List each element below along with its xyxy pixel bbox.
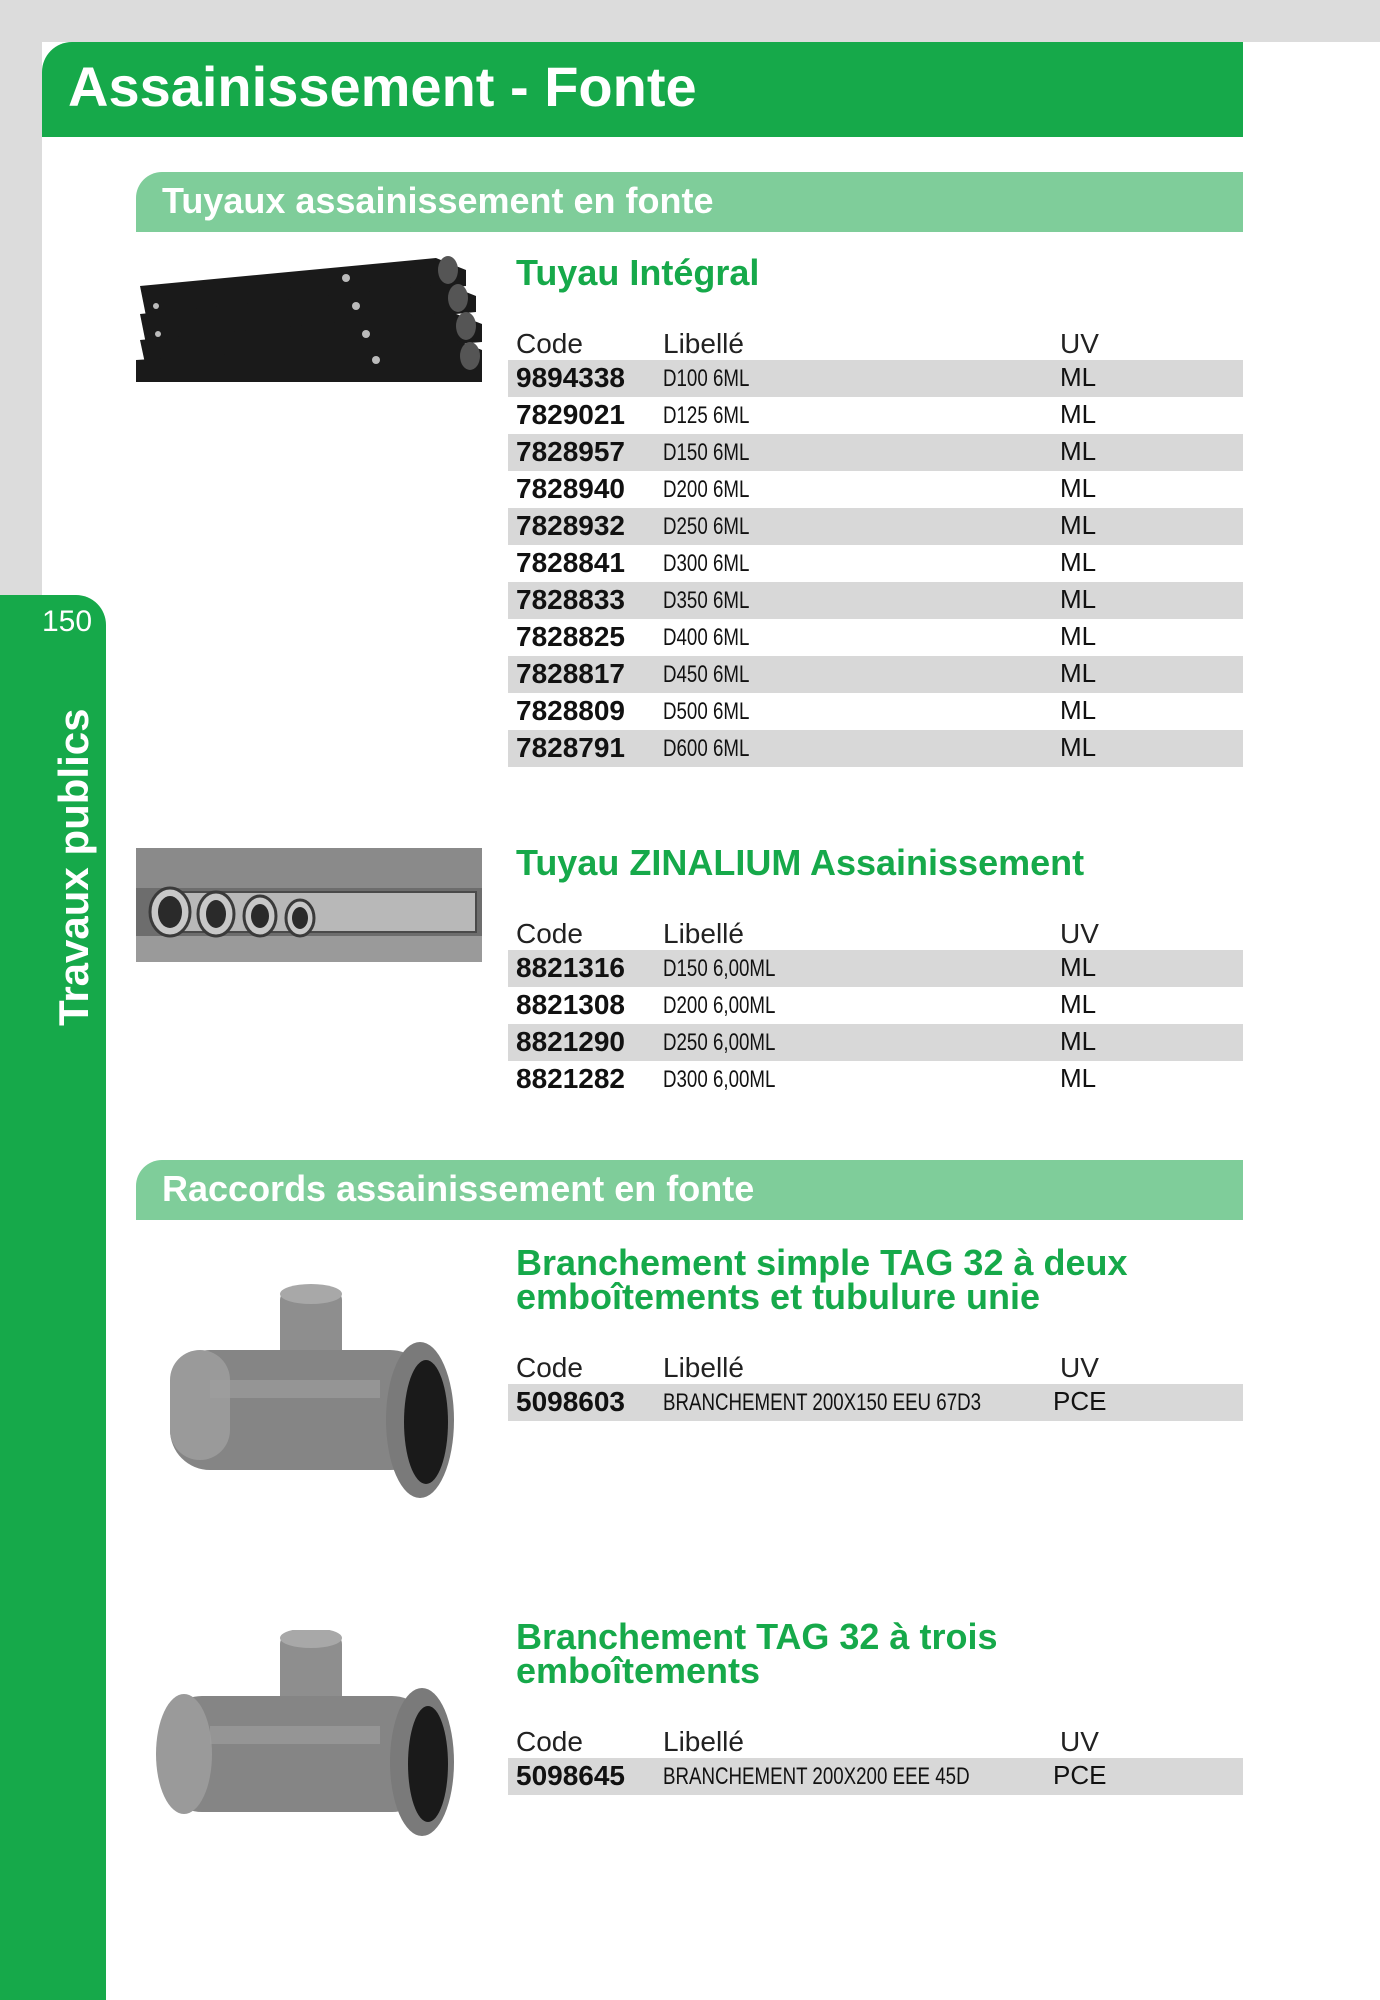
- header-libelle: Libellé: [663, 1352, 744, 1383]
- table-row: [508, 619, 1243, 656]
- uv-cell: ML: [1060, 732, 1097, 762]
- product-table-branchement-trois: [508, 1722, 1243, 1795]
- code-cell: 5098603: [516, 1386, 626, 1417]
- table-header: [508, 1722, 1243, 1758]
- tee-fitting-image: [150, 1280, 460, 1520]
- left-margin-band: [0, 0, 42, 600]
- product-title-branchement-simple: [516, 1242, 1128, 1317]
- code-cell: 7828809: [516, 695, 626, 726]
- libelle-cell: BRANCHEMENT 200X200 EEE 45D: [663, 1763, 970, 1790]
- table-header: [508, 914, 1243, 950]
- code-cell: 8821282: [516, 1063, 626, 1094]
- uv-cell: ML: [1060, 658, 1097, 688]
- libelle-cell: D300 6ML: [663, 550, 750, 577]
- table-row: [508, 545, 1243, 582]
- libelle-cell: D150 6,00ML: [663, 955, 776, 982]
- libelle-cell: D350 6ML: [663, 587, 750, 614]
- uv-cell: ML: [1060, 584, 1097, 614]
- page-header: [42, 42, 1243, 137]
- code-cell: 5098645: [516, 1760, 626, 1791]
- libelle-cell: D100 6ML: [663, 365, 750, 392]
- header-code: Code: [516, 1352, 583, 1383]
- uv-cell: ML: [1060, 1026, 1097, 1056]
- code-cell: 7828833: [516, 584, 626, 615]
- code-cell: 8821308: [516, 989, 626, 1020]
- libelle-cell: BRANCHEMENT 200X150 EEU 67D3: [663, 1389, 982, 1416]
- section-tab-label: Travaux publics: [50, 708, 97, 1026]
- uv-cell: ML: [1060, 399, 1097, 429]
- table-row: [508, 1024, 1243, 1061]
- table-header: [508, 324, 1243, 360]
- header-uv: UV: [1060, 1352, 1099, 1383]
- code-cell: 7829021: [516, 399, 626, 430]
- header-code: Code: [516, 1726, 583, 1757]
- product-title-tuyau-integral: Tuyau Intégral: [516, 252, 760, 293]
- code-cell: 7828817: [516, 658, 626, 689]
- product-title-zinalium: Tuyau ZINALIUM Assainissement: [516, 842, 1085, 883]
- section-title: Raccords assainissement en fonte: [162, 1168, 755, 1209]
- header-code: Code: [516, 328, 583, 359]
- code-cell: 8821290: [516, 1026, 626, 1057]
- table-row: [508, 582, 1243, 619]
- libelle-cell: D150 6ML: [663, 439, 750, 466]
- table-row: [508, 1758, 1243, 1795]
- product-table-zinalium: [508, 914, 1243, 1098]
- section-header-pipes: [136, 172, 1243, 232]
- code-cell: 7828825: [516, 621, 626, 652]
- code-cell: 7828791: [516, 732, 626, 763]
- tee-fitting-image: [150, 1630, 460, 1870]
- page-number: 150: [42, 605, 93, 638]
- uv-cell: ML: [1060, 989, 1097, 1019]
- uv-cell: ML: [1060, 362, 1097, 392]
- product-title-branchement-trois: [516, 1616, 998, 1691]
- uv-cell: ML: [1060, 952, 1097, 982]
- libelle-cell: D200 6ML: [663, 476, 750, 503]
- table-row: [508, 434, 1243, 471]
- table-row: [508, 397, 1243, 434]
- table-row: [508, 360, 1243, 397]
- header-uv: UV: [1060, 328, 1099, 359]
- uv-cell: PCE: [1053, 1760, 1107, 1790]
- table-row: [508, 950, 1243, 987]
- code-cell: 7828841: [516, 547, 626, 578]
- libelle-cell: D600 6ML: [663, 735, 750, 762]
- header-libelle: Libellé: [663, 1726, 744, 1757]
- table-header: [508, 1348, 1243, 1384]
- code-cell: 7828957: [516, 436, 626, 467]
- code-cell: 9894338: [516, 362, 626, 393]
- table-row: [508, 508, 1243, 545]
- code-cell: 7828940: [516, 473, 626, 504]
- uv-cell: ML: [1060, 473, 1097, 503]
- libelle-cell: D450 6ML: [663, 661, 750, 688]
- libelle-cell: D250 6ML: [663, 513, 750, 540]
- product-table-integral: [508, 324, 1243, 767]
- header-code: Code: [516, 918, 583, 949]
- code-cell: 8821316: [516, 952, 626, 983]
- table-row: [508, 656, 1243, 693]
- header-uv: UV: [1060, 918, 1099, 949]
- ductile-iron-pipes-image: [136, 256, 482, 382]
- product-table-branchement-simple: [508, 1348, 1243, 1421]
- table-row: [508, 730, 1243, 767]
- table-row: [508, 471, 1243, 508]
- title-line-1: Branchement TAG 32 à trois: [516, 1616, 998, 1657]
- page-title: Assainissement - Fonte: [68, 55, 697, 118]
- libelle-cell: D250 6,00ML: [663, 1029, 776, 1056]
- table-row: [508, 1061, 1243, 1098]
- uv-cell: ML: [1060, 510, 1097, 540]
- uv-cell: ML: [1060, 1063, 1097, 1093]
- uv-cell: ML: [1060, 695, 1097, 725]
- zinalium-pipes-image: [136, 848, 482, 962]
- uv-cell: ML: [1060, 621, 1097, 651]
- table-row: [508, 693, 1243, 730]
- header-libelle: Libellé: [663, 918, 744, 949]
- libelle-cell: D125 6ML: [663, 402, 750, 429]
- uv-cell: ML: [1060, 547, 1097, 577]
- libelle-cell: D400 6ML: [663, 624, 750, 651]
- table-row: [508, 987, 1243, 1024]
- uv-cell: PCE: [1053, 1386, 1107, 1416]
- top-margin-band: [0, 0, 1380, 42]
- table-row: [508, 1384, 1243, 1421]
- title-line-2: emboîtements: [516, 1650, 761, 1691]
- section-header-fittings: [136, 1160, 1243, 1220]
- libelle-cell: D200 6,00ML: [663, 992, 776, 1019]
- title-line-2: emboîtements et tubulure unie: [516, 1276, 1041, 1317]
- libelle-cell: D500 6ML: [663, 698, 750, 725]
- uv-cell: ML: [1060, 436, 1097, 466]
- libelle-cell: D300 6,00ML: [663, 1066, 776, 1093]
- code-cell: 7828932: [516, 510, 626, 541]
- header-libelle: Libellé: [663, 328, 744, 359]
- header-uv: UV: [1060, 1726, 1099, 1757]
- section-title: Tuyaux assainissement en fonte: [162, 180, 714, 221]
- title-line-1: Branchement simple TAG 32 à deux: [516, 1242, 1128, 1283]
